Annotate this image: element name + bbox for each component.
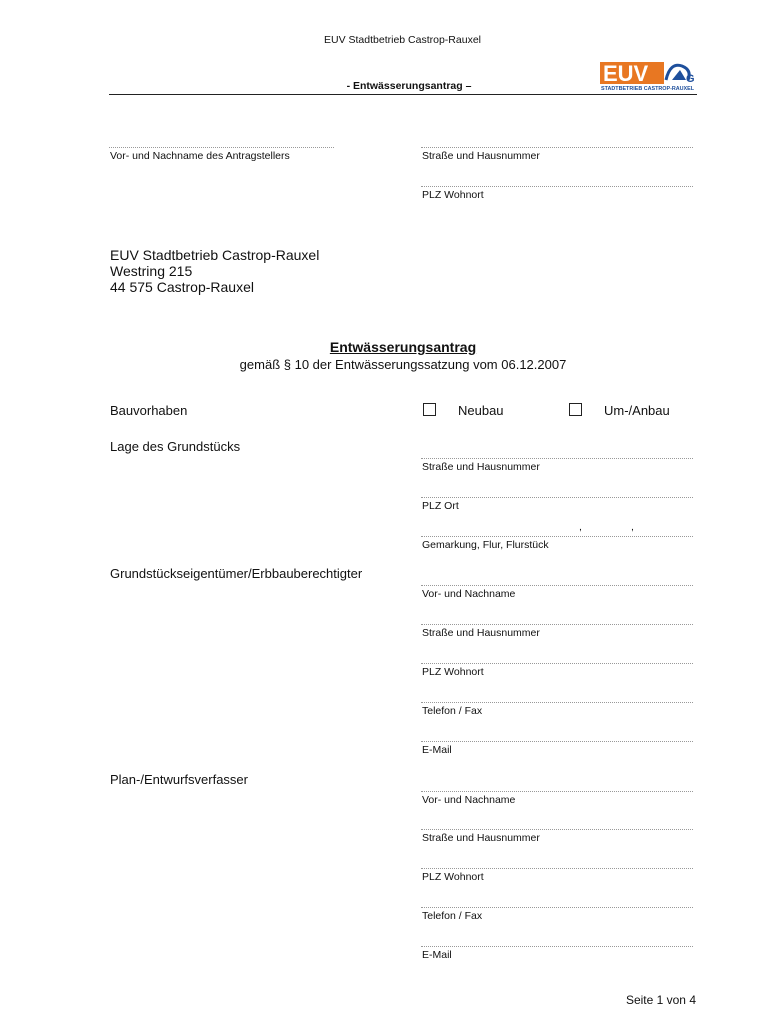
- planverfasser-name-field[interactable]: [421, 791, 693, 792]
- gemarkung-field[interactable]: [421, 536, 693, 537]
- form-subtitle: - Entwässerungsantrag –: [346, 80, 472, 92]
- header-rule: [109, 94, 697, 95]
- form-title: Entwässerungsantrag: [329, 339, 477, 355]
- grundstueck-plz-field[interactable]: [421, 497, 693, 498]
- planverfasser-label: Plan-/Entwurfsverfasser: [110, 772, 248, 787]
- applicant-name-field[interactable]: [109, 147, 334, 148]
- umanbau-label: Um-/Anbau: [604, 403, 670, 418]
- planverfasser-name-label: Vor- und Nachname: [422, 794, 516, 806]
- grundstueck-street-label: Straße und Hausnummer: [422, 461, 540, 473]
- gemarkung-label: Gemarkung, Flur, Flurstück: [422, 539, 549, 551]
- form-title-subline: gemäß § 10 der Entwässerungssatzung vom 06.12.2007: [239, 357, 567, 372]
- planverfasser-street-label: Straße und Hausnummer: [422, 832, 540, 844]
- recipient-line-3: 44 575 Castrop-Rauxel: [110, 279, 254, 295]
- neubau-checkbox[interactable]: [423, 403, 436, 416]
- eigentuemer-name-field[interactable]: [421, 585, 693, 586]
- recipient-line-1: EUV Stadtbetrieb Castrop-Rauxel: [110, 247, 320, 263]
- eigentuemer-plz-label: PLZ Wohnort: [422, 666, 484, 678]
- applicant-street-label: Straße und Hausnummer: [422, 150, 540, 162]
- eigentuemer-street-label: Straße und Hausnummer: [422, 627, 540, 639]
- eigentuemer-plz-field[interactable]: [421, 663, 693, 664]
- eigentuemer-email-label: E-Mail: [422, 744, 452, 756]
- eigentuemer-label: Grundstückseigentümer/Erbbauberechtigter: [110, 566, 363, 581]
- eigentuemer-phone-field[interactable]: [421, 702, 693, 703]
- company-header: EUV Stadtbetrieb Castrop-Rauxel: [324, 34, 481, 46]
- planverfasser-phone-label: Telefon / Fax: [422, 910, 483, 922]
- planverfasser-street-field[interactable]: [421, 829, 693, 830]
- grundstueck-plz-label: PLZ Ort: [422, 500, 459, 512]
- neubau-label: Neubau: [458, 403, 504, 418]
- recipient-line-2: Westring 215: [110, 263, 193, 279]
- svg-text:G: G: [686, 73, 695, 85]
- umanbau-checkbox[interactable]: [569, 403, 582, 416]
- bauvorhaben-label: Bauvorhaben: [110, 403, 188, 418]
- eigentuemer-name-label: Vor- und Nachname: [422, 588, 516, 600]
- applicant-plz-label: PLZ Wohnort: [422, 189, 484, 201]
- eigentuemer-phone-label: Telefon / Fax: [422, 705, 483, 717]
- applicant-name-label: Vor- und Nachname des Antragstellers: [110, 150, 290, 162]
- euv-logo: [600, 58, 696, 92]
- gemarkung-comma-2: ,: [631, 521, 634, 533]
- page-number: Seite 1 von 4: [625, 993, 696, 1007]
- eigentuemer-email-field[interactable]: [421, 741, 693, 742]
- planverfasser-plz-field[interactable]: [421, 868, 693, 869]
- svg-text:STADTBETRIEB CASTROP-RAUXEL: STADTBETRIEB CASTROP-RAUXEL: [601, 86, 695, 92]
- applicant-plz-field[interactable]: [421, 186, 693, 187]
- grundstueck-street-field[interactable]: [421, 458, 693, 459]
- grundstueck-label: Lage des Grundstücks: [110, 439, 241, 454]
- applicant-street-field[interactable]: [421, 147, 693, 148]
- planverfasser-email-label: E-Mail: [422, 949, 452, 961]
- eigentuemer-street-field[interactable]: [421, 624, 693, 625]
- gemarkung-comma-1: ,: [579, 521, 582, 533]
- planverfasser-phone-field[interactable]: [421, 907, 693, 908]
- planverfasser-plz-label: PLZ Wohnort: [422, 871, 484, 883]
- svg-text:EUV: EUV: [603, 61, 649, 86]
- planverfasser-email-field[interactable]: [421, 946, 693, 947]
